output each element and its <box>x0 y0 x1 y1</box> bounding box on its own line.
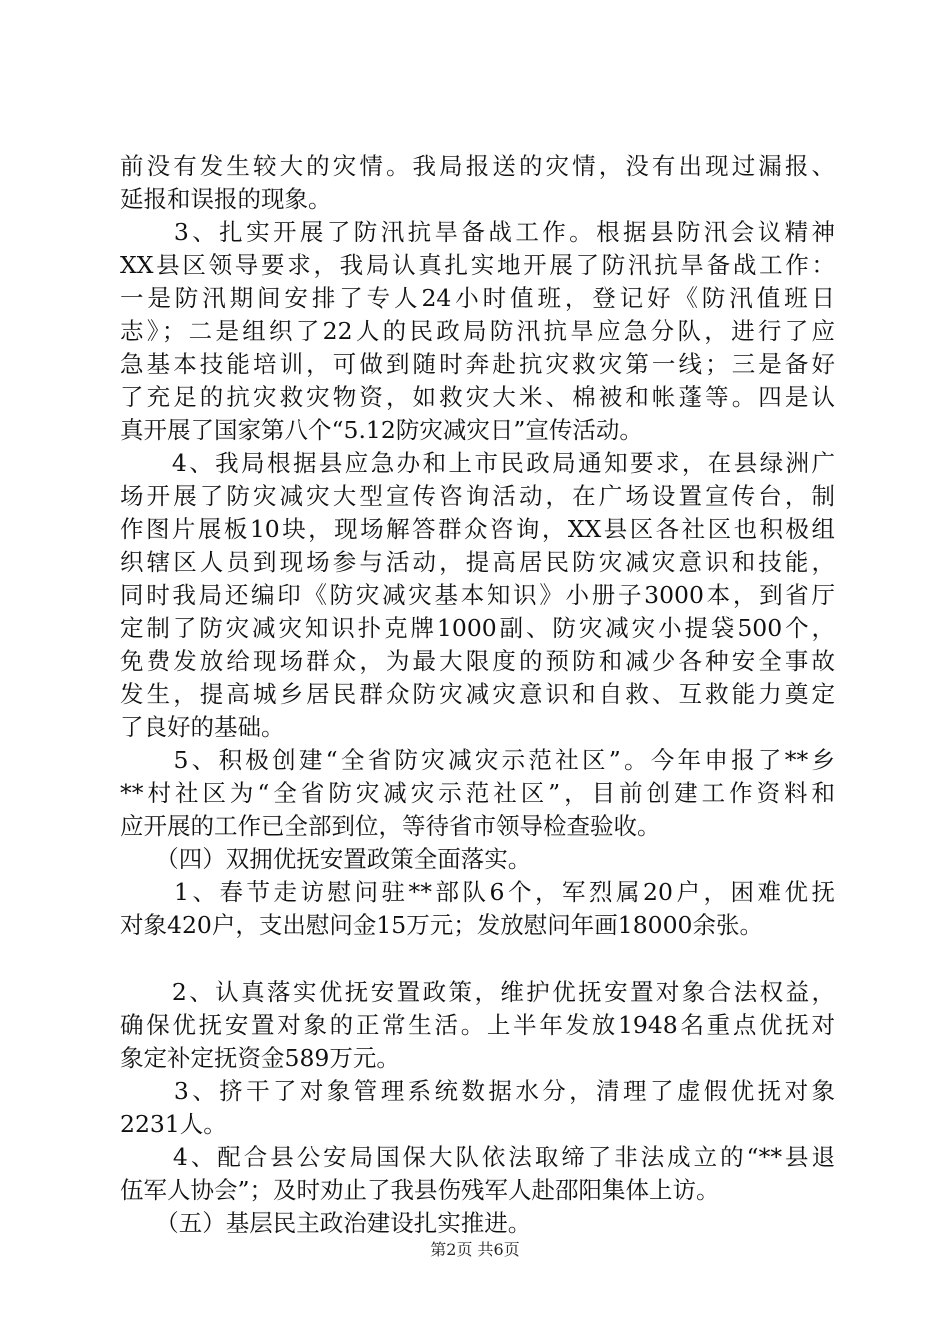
text-line: 对象420户，支出慰问金15万元；发放慰问年画18000余张。 <box>120 911 764 939</box>
text-line: 4、我局根据县应急办和上市民政局通知要求，在县绿洲广 <box>120 449 835 477</box>
document-body <box>120 150 835 1240</box>
text-line: 织辖区人员到现场参与活动，提高居民防灾减灾意识和技能， <box>120 548 835 576</box>
text-line: 前没有发生较大的灾情。我局报送的灾情，没有出现过漏报、 <box>120 152 835 180</box>
text-line: 伍军人协会”；及时劝止了我县伤残军人赴邵阳集体上访。 <box>120 1176 720 1204</box>
text-line: 4、配合县公安局国保大队依法取缔了非法成立的“**县退 <box>120 1143 835 1171</box>
text-line: 3、挤干了对象管理系统数据水分，清理了虚假优抚对象 <box>120 1077 835 1105</box>
text-line: 5、积极创建“全省防灾减灾示范社区”。今年申报了**乡 <box>120 746 835 774</box>
text-line: 2、认真落实优抚安置政策，维护优抚安置对象合法权益， <box>120 978 835 1006</box>
text-line: 延报和误报的现象。 <box>120 185 332 213</box>
text-line: 免费发放给现场群众，为最大限度的预防和减少各种安全事故 <box>120 647 835 675</box>
page-number-footer: 第2页 共6页 <box>430 1240 520 1259</box>
text-line: 作图片展板10块，现场解答群众咨询，XX县区各社区也积极组 <box>120 515 835 543</box>
text-line: 急基本技能培训，可做到随时奔赴抗灾救灾第一线；三是备好 <box>120 350 835 378</box>
section-heading: （四）双拥优抚安置政策全面落实。 <box>120 845 532 873</box>
text-line: 确保优抚安置对象的正常生活。上半年发放1948名重点优抚对 <box>120 1011 835 1039</box>
text-line: 2231人。 <box>120 1110 227 1138</box>
text-line: 定制了防灾减灾知识扑克牌1000副、防灾减灾小提袋500个， <box>120 614 835 642</box>
text-line: 同时我局还编印《防灾减灾基本知识》小册子3000本，到省厅 <box>120 581 835 609</box>
text-line: 了良好的基础。 <box>120 713 285 741</box>
text-line: 1、春节走访慰问驻**部队6个，军烈属20户，困难优抚 <box>120 878 835 906</box>
text-line: 应开展的工作已全部到位，等待省市领导检查验收。 <box>120 812 661 840</box>
text-line: 志》；二是组织了22人的民政局防汛抗旱应急分队，进行了应 <box>120 317 835 345</box>
text-line: 3、扎实开展了防汛抗旱备战工作。根据县防汛会议精神 <box>120 218 835 246</box>
section-heading: （五）基层民主政治建设扎实推进。 <box>120 1209 532 1237</box>
text-line: 发生，提高城乡居民群众防灾减灾意识和自救、互救能力奠定 <box>120 680 835 708</box>
text-line: 一是防汛期间安排了专人24小时值班，登记好《防汛值班日 <box>120 284 835 312</box>
text-line: 了充足的抗灾救灾物资，如救灾大米、棉被和帐蓬等。四是认 <box>120 383 835 411</box>
text-line: 场开展了防灾减灾大型宣传咨询活动，在广场设置宣传台，制 <box>120 482 835 510</box>
text-line: **村社区为“全省防灾减灾示范社区”，目前创建工作资料和 <box>120 779 835 807</box>
text-line: 真开展了国家第八个“5.12防灾减灾日”宣传活动。 <box>120 416 643 444</box>
text-line: 象定补定抚资金589万元。 <box>120 1044 400 1072</box>
text-line: XX县区领导要求，我局认真扎实地开展了防汛抗旱备战工作： <box>120 251 835 279</box>
paragraph-gap <box>120 942 835 976</box>
